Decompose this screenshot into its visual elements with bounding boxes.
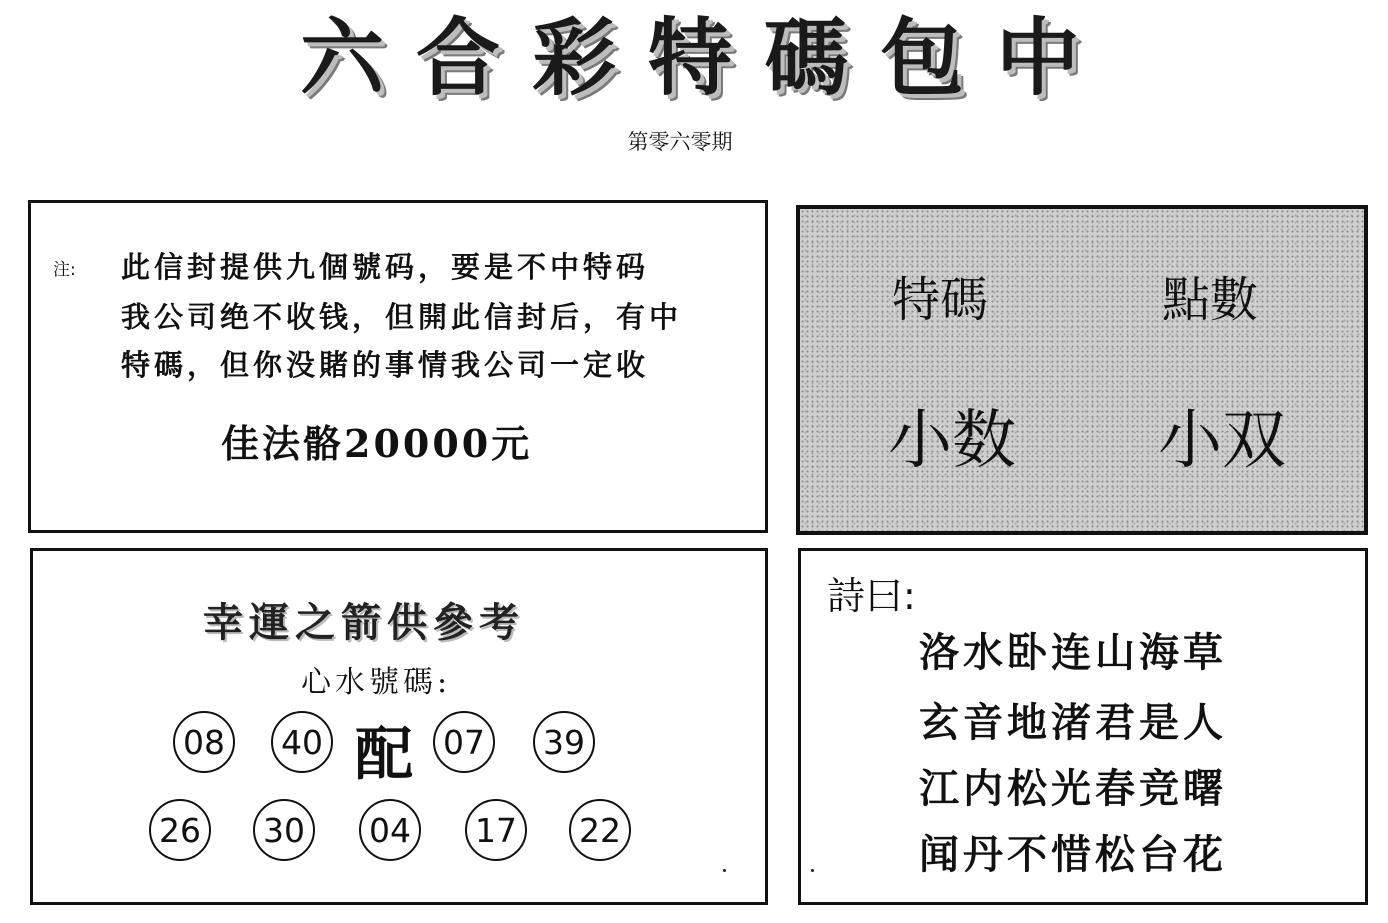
lucky-numbers-box bbox=[30, 548, 768, 905]
note-line: 特碼，但你没賭的事情我公司一定收 bbox=[121, 348, 650, 382]
number-ball: 22 bbox=[569, 799, 631, 861]
lucky-title: 幸運之箭供參考 bbox=[203, 599, 525, 646]
special-value: 小数 bbox=[888, 404, 1016, 478]
number-ball: 30 bbox=[253, 799, 315, 861]
points-heading: 點數 bbox=[1162, 272, 1259, 328]
print-speck bbox=[723, 869, 726, 872]
number-ball: 04 bbox=[359, 799, 421, 861]
number-ball: 07 bbox=[433, 711, 495, 773]
print-speck bbox=[811, 869, 814, 872]
page-title bbox=[300, 8, 1080, 108]
special-heading: 特碼 bbox=[892, 272, 989, 328]
number-ball: 40 bbox=[271, 711, 333, 773]
note-label: 注: bbox=[53, 260, 76, 280]
note-line: 此信封提供九個號码，要是不中特码 bbox=[121, 250, 650, 284]
title-char: 六 bbox=[300, 8, 385, 107]
poem-box bbox=[798, 548, 1368, 905]
title-char: 包 bbox=[879, 8, 964, 107]
number-ball: 17 bbox=[465, 799, 527, 861]
poem-line: 洛水卧连山海草 bbox=[919, 629, 1227, 676]
poem-label: 詩曰: bbox=[827, 574, 916, 618]
note-line: 我公司绝不收钱，但開此信封后，有中 bbox=[121, 300, 683, 334]
poem-line: 玄音地渚君是人 bbox=[919, 699, 1227, 746]
poem-line: 江内松光春竞曙 bbox=[919, 765, 1227, 812]
title-char: 特 bbox=[647, 8, 732, 107]
pair-word: 配 bbox=[355, 720, 414, 788]
lucky-subtitle: 心水號碼: bbox=[301, 665, 452, 700]
title-char: 中 bbox=[995, 8, 1080, 107]
issue-number: 第零六零期 bbox=[627, 130, 733, 154]
note-box bbox=[28, 200, 768, 533]
points-value: 小双 bbox=[1158, 404, 1286, 478]
title-char: 碼 bbox=[763, 8, 848, 107]
poem-line: 闻丹不惜松台花 bbox=[919, 831, 1227, 878]
title-char: 合 bbox=[415, 8, 500, 107]
number-ball: 39 bbox=[533, 711, 595, 773]
number-ball: 08 bbox=[173, 711, 235, 773]
special-number-box bbox=[796, 205, 1368, 535]
title-char: 彩 bbox=[531, 8, 616, 107]
number-ball: 26 bbox=[149, 799, 211, 861]
note-fee: 佳法骼20000元 bbox=[221, 421, 533, 466]
